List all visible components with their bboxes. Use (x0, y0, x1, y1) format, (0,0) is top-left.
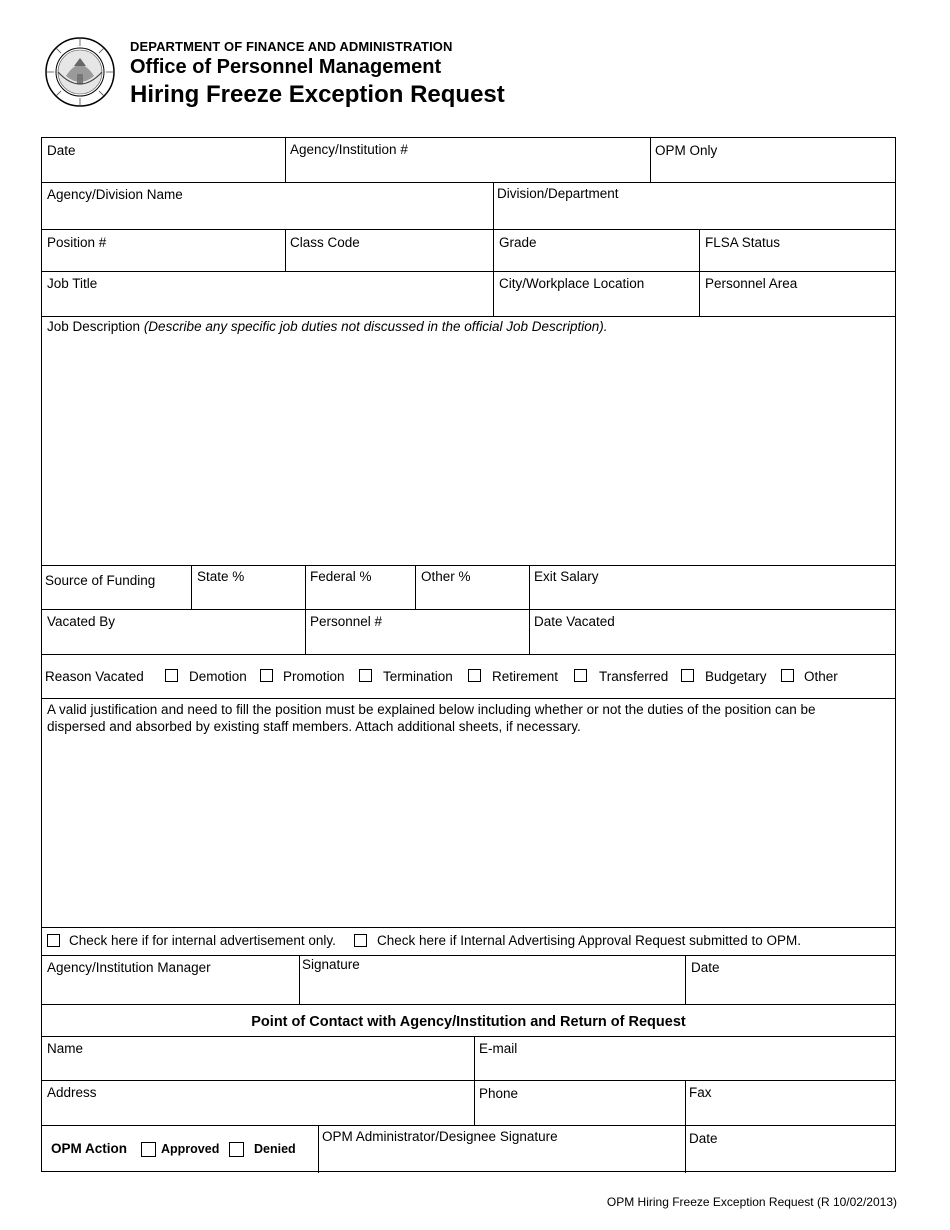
contact-address-field[interactable]: Address (47, 1085, 97, 1100)
termination-checkbox[interactable] (359, 669, 372, 682)
promotion-label: Promotion (283, 669, 345, 684)
demotion-label: Demotion (189, 669, 247, 684)
class-code-field[interactable]: Class Code (290, 235, 360, 250)
agency-institution-number-field[interactable]: Agency/Institution # (290, 142, 408, 157)
state-percent-field[interactable]: State % (197, 569, 245, 584)
transferred-label: Transferred (599, 669, 669, 684)
personnel-area-field[interactable]: Personnel Area (705, 276, 798, 291)
date-field[interactable]: Date (47, 143, 76, 158)
exit-salary-field[interactable]: Exit Salary (534, 569, 599, 584)
termination-label: Termination (383, 669, 453, 684)
approval-submitted-checkbox[interactable] (354, 934, 367, 947)
internal-advertisement-checkbox[interactable] (47, 934, 60, 947)
manager-signature-field[interactable]: Signature (302, 957, 360, 972)
justification-instructions-line-2: dispersed and absorbed by existing staff members. Attach additional sheets, if necessary. (47, 719, 581, 734)
date-vacated-field[interactable]: Date Vacated (534, 614, 615, 629)
personnel-number-field[interactable]: Personnel # (310, 614, 383, 629)
job-description-note: (Describe any specific job duties not discussed in the official Job Description). (143, 319, 608, 334)
manager-date-field[interactable]: Date (691, 960, 720, 975)
opm-only-field: OPM Only (655, 143, 718, 158)
job-title-field[interactable]: Job Title (47, 276, 98, 291)
office-name: Office of Personnel Management (130, 56, 442, 78)
department-name: DEPARTMENT OF FINANCE AND ADMINISTRATION (130, 39, 453, 54)
contact-fax-field[interactable]: Fax (689, 1085, 712, 1100)
flsa-status-field[interactable]: FLSA Status (705, 235, 781, 250)
justification-area[interactable] (47, 701, 857, 735)
source-of-funding-label: Source of Funding (45, 573, 156, 588)
city-workplace-location-field[interactable]: City/Workplace Location (499, 276, 645, 291)
form-revision-footer: OPM Hiring Freeze Exception Request (R 10/02/2013) (606, 1195, 897, 1209)
retirement-checkbox[interactable] (468, 669, 481, 682)
other-label: Other (804, 669, 838, 684)
job-description-label: Job Description (47, 319, 141, 334)
denied-checkbox[interactable] (229, 1142, 244, 1157)
internal-advertisement-label: Check here if for internal advertisement only. (69, 933, 336, 948)
denied-label: Denied (254, 1142, 296, 1156)
contact-email-field[interactable]: E-mail (479, 1041, 518, 1056)
other-percent-field[interactable]: Other % (421, 569, 471, 584)
approval-submitted-label: Check here if Internal Advertising Approval Request submitted to OPM. (377, 933, 801, 948)
point-of-contact-heading: Point of Contact with Agency/Institution and Return of Request (251, 1014, 686, 1030)
other-checkbox[interactable] (781, 669, 794, 682)
reason-vacated-label: Reason Vacated (45, 669, 144, 684)
state-seal-logo (44, 36, 116, 108)
position-number-field[interactable]: Position # (47, 235, 107, 250)
opm-date-field[interactable]: Date (689, 1131, 718, 1146)
budgetary-label: Budgetary (705, 669, 767, 684)
grade-field[interactable]: Grade (499, 235, 537, 250)
vacated-by-field[interactable]: Vacated By (47, 614, 116, 629)
job-description-area[interactable] (47, 319, 608, 334)
approved-checkbox[interactable] (141, 1142, 156, 1157)
demotion-checkbox[interactable] (165, 669, 178, 682)
agency-manager-field[interactable]: Agency/Institution Manager (47, 960, 211, 975)
opm-signature-field[interactable]: OPM Administrator/Designee Signature (322, 1129, 558, 1144)
justification-instructions-line-1: A valid justification and need to fill the position must be explained below including whether or not the duties of the position can be (47, 702, 816, 717)
approved-label: Approved (161, 1142, 220, 1156)
promotion-checkbox[interactable] (260, 669, 273, 682)
request-form (41, 137, 896, 1172)
opm-action-label: OPM Action (51, 1141, 127, 1156)
contact-phone-field[interactable]: Phone (479, 1086, 519, 1101)
federal-percent-field[interactable]: Federal % (310, 569, 372, 584)
form-title: Hiring Freeze Exception Request (130, 81, 505, 108)
agency-division-name-field[interactable]: Agency/Division Name (47, 187, 183, 202)
division-department-field[interactable]: Division/Department (497, 186, 619, 201)
transferred-checkbox[interactable] (574, 669, 587, 682)
budgetary-checkbox[interactable] (681, 669, 694, 682)
retirement-label: Retirement (492, 669, 559, 684)
contact-name-field[interactable]: Name (47, 1041, 84, 1056)
